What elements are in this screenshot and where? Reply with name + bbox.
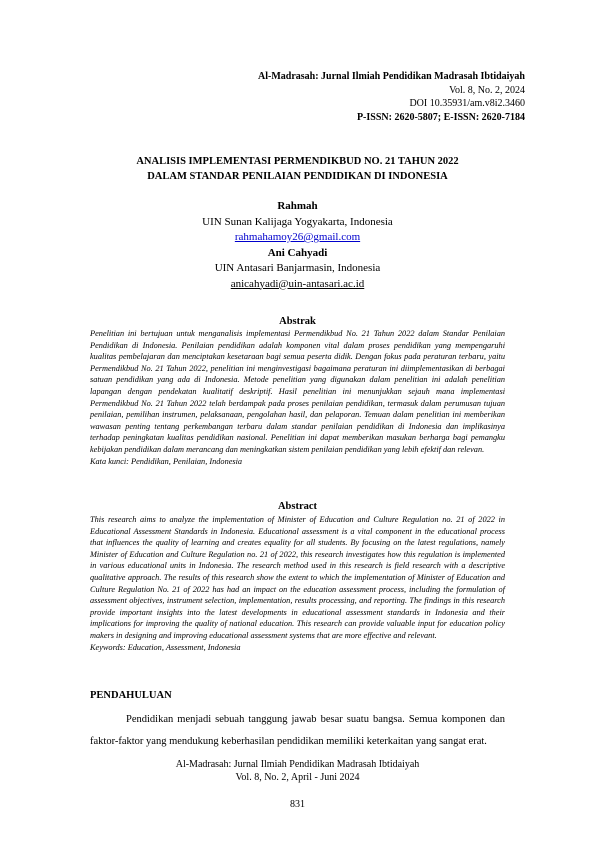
page-number: 831 <box>290 799 305 810</box>
journal-volume: Vol. 8, No. 2, 2024 <box>449 84 525 96</box>
author-affiliation-1: UIN Sunan Kalijaga Yogyakarta, Indonesia <box>202 215 393 228</box>
abstrak-keywords: Kata kunci: Pendidikan, Penilaian, Indonesia <box>90 456 243 466</box>
abstract-section <box>90 514 505 653</box>
author-email-link-2[interactable]: anicahyadi@uin-antasari.ac.id <box>230 277 365 290</box>
footer-journal-name: Al-Madrasah: Jurnal Ilmiah Pendidikan Madrasah Ibtidaiyah <box>175 759 420 770</box>
author-name-1: Rahmah <box>277 200 318 212</box>
abstrak-section <box>90 328 505 467</box>
article-title <box>90 154 505 184</box>
page-footer <box>90 759 505 784</box>
pendahuluan-heading: PENDAHULUAN <box>90 690 172 701</box>
abstrak-text: Penelitian ini bertujuan untuk menganalisis implementasi Permendikbud No. 21 Tahun 2022 dalam Standar Penilaian Pendidikan di Indonesia. Penilaian pendidikan adalah komponen vital dalam proses pendidikan yang mempengaruhi kualitas pembelajaran dan menciptakan kesetaraan bagi semua peserta didik. Dengan fokus pada peraturan terbaru, yaitu Permendikbud No. 21 Tahun 2022, penelitian ini menginvestigasi bagaimana peraturan ini diimplementasikan di berbagai satuan pendidikan yang ada di Indonesia. Metode penelitian yang digunakan dalam penelitian ini adalah penelitian lapangan dengan pendekatan kualitatif deskriptif. Hasil penelitian ini menunjukkan sejauh mana implementasi Permendikbud No. 21 Tahun 2022 telah berdampak pada proses penilaian pendidikan, termasuk dalam perumusan tujuan penilaian, pemilihan instrumen, pelaksanaan, pengolahan hasil, dan pelaporan. Temuan dalam penelitian ini memberikan wawasan penting tentang perkembangan terbaru dalam standar penilaian pendidikan di Indonesia dan implikasinya terhadap peningkatan kualitas pendidikan nasional. Penelitian ini dapat memberikan masukan berharga bagi pemangku kebijakan pendidikan dalam merancang dan meningkatkan sistem penilaian pendidikan yang lebih efektif dan relevan. <box>90 329 505 454</box>
abstrak-heading: Abstrak <box>279 316 316 327</box>
abstract-heading: Abstract <box>277 501 318 512</box>
abstract-keywords: Keywords: Education, Assessment, Indonesia <box>90 642 241 652</box>
pendahuluan-body <box>90 709 505 753</box>
author-name-2: Ani Cahyadi <box>267 246 328 259</box>
title-line-2: DALAM STANDAR PENILAIAN PENDIDIKAN DI INDONESIA <box>147 171 448 182</box>
author-block <box>90 199 505 292</box>
journal-issn: P-ISSN: 2620-5807; E-ISSN: 2620-7184 <box>356 111 525 123</box>
pendahuluan-paragraph: Pendidikan menjadi sebuah tanggung jawab besar suatu bangsa. Semua komponen dan faktor-faktor yang mendukung keberhasilan pendidikan memiliki keterkaitan yang sangat erat. <box>90 714 505 747</box>
footer-issue: Vol. 8, No. 2, April - Juni 2024 <box>235 771 360 783</box>
journal-header <box>258 70 525 124</box>
abstract-text: This research aims to analyze the implementation of Minister of Education and Culture Regulation no. 21 of 2022 in Educational Assessment Standards in Indonesia. Educational assessment is a vital component in the educational process that influences the quality of learning and creates equality for all students. By focusing on the latest regulations, namely Minister of Education and Culture Regulation no. 21 of 2022, this research investigates how this regulation is implemented in various educational units in Indonesia. The research method used in this research is field research with a descriptive qualitative approach. The results of this research show the extent to which the implementation of Minister of Education and Culture Regulation No. 21 of 2022 has had an impact on the education assessment process, including the formulation of assessment objectives, instrument selection, implementation, results processing, and reporting. The findings in this research provide important insights into the latest developments in educational assessment standards in Indonesia and their implications for improving the quality of national education. This research can provide valuable input for education policy makers in designing and improving educational assessment systems that are more effective and relevant. <box>90 515 505 640</box>
journal-doi: DOI 10.35931/am.v8i2.3460 <box>409 98 525 109</box>
author-email-link-1[interactable]: rahmahamoy26@gmail.com <box>234 231 361 243</box>
author-affiliation-2: UIN Antasari Banjarmasin, Indonesia <box>214 262 381 274</box>
title-line-1: ANALISIS IMPLEMENTASI PERMENDIKBUD NO. 21 TAHUN 2022 <box>136 156 459 167</box>
journal-name: Al-Madrasah: Jurnal Ilmiah Pendidikan Madrasah Ibtidaiyah <box>258 71 525 82</box>
